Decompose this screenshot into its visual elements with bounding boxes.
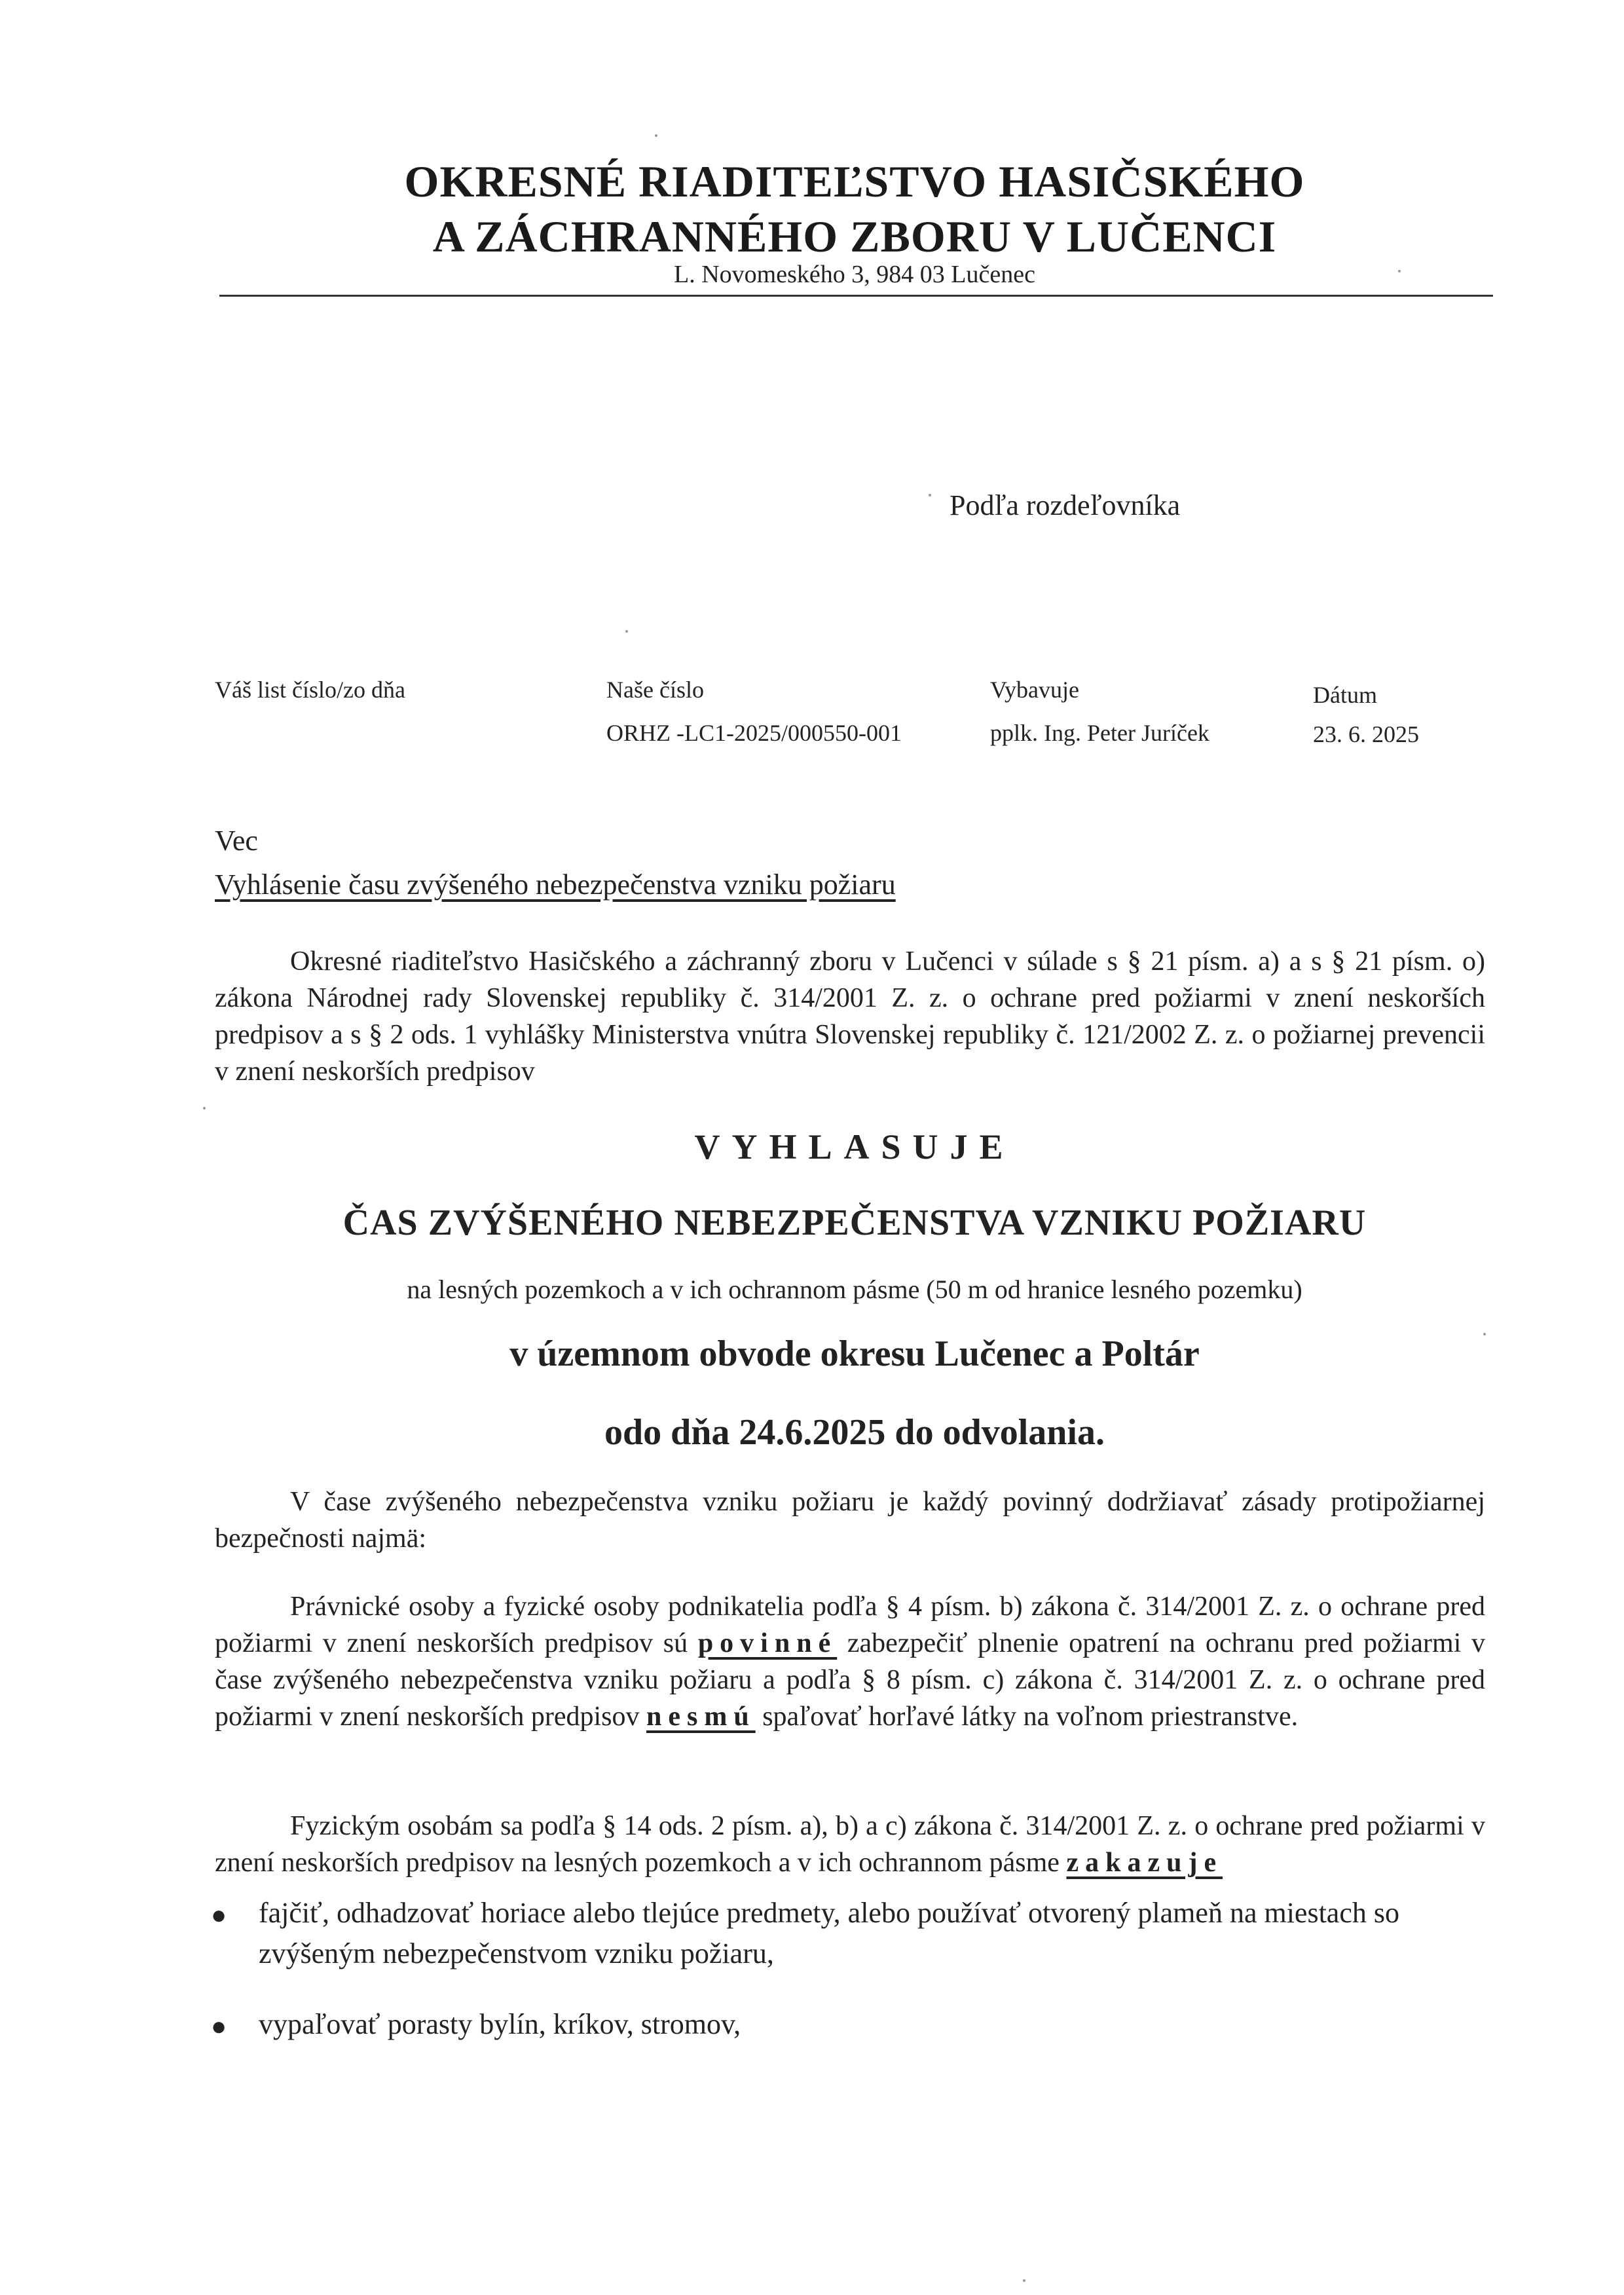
our-number-label: Naše číslo: [606, 677, 704, 703]
duty-paragraph: V čase zvýšeného nebezpečenstva vzniku požiaru je každý povinný dodržiavať zásady protipožiarnej bezpečnosti najmä:: [215, 1487, 1485, 1554]
keyword-povinne: povinné: [697, 1628, 838, 1658]
legal-persons-paragraph: [215, 1588, 1485, 1735]
bullet-item: vypaľovať porasty bylín, kríkov, stromov,: [259, 2008, 741, 2040]
scan-speck: [929, 494, 931, 496]
bullet-icon: ●: [211, 1900, 227, 1930]
natural-persons-paragraph: [215, 1808, 1485, 1881]
header-rule: [219, 295, 1493, 297]
header-title-line2: A ZÁCHRANNÉHO ZBORU V LUČENCI: [432, 212, 1277, 261]
intro-paragraph: Okresné riaditeľstvo Hasičského a záchranný zboru v Lučenci v súlade s § 21 písm. a) a s § 21 písm. o) zákona Národnej rady Slovenskej republiky č. 314/2001 Z. z. o ochrane pred požiarmi v znení neskorších predpisov a s § 2 ods. 1 vyhlášky Ministerstva vnútra Slovenskej republiky č. 121/2002 Z. z. o požiarnej prevencii v znení neskorších predpisov: [215, 946, 1485, 1087]
bullet-icon: ●: [211, 2011, 227, 2041]
scan-speck: [203, 1107, 206, 1110]
scan-speck: [625, 630, 628, 633]
keyword-zakazuje: zakazuje: [1066, 1848, 1223, 1878]
handled-by-label: Vybavuje: [990, 677, 1079, 703]
period-line: odo dňa 24.6.2025 do odvolania.: [604, 1412, 1105, 1453]
natural-text-a: Fyzickým osobám sa podľa § 14 ods. 2 písm. a), b) a c) zákona č. 314/2001 Z. z. o ochrane pred požiarmi v znení neskorších predpisov na lesných pozemkoch a v ich ochrannom pásme: [215, 1811, 1485, 1878]
territory-line: v územnom obvode okresu Lučenec a Poltár: [509, 1334, 1200, 1374]
bullet-item: fajčiť, odhadzovať horiace alebo tlejúce predmety, alebo používať otvorený plameň na miestach so zvýšeným nebezpečenstvom vzniku požiaru,: [259, 1897, 1399, 1969]
our-number-value: ORHZ -LC1-2025/000550-001: [606, 720, 902, 746]
handled-by-value: pplk. Ing. Peter Juríček: [990, 720, 1209, 746]
legal-text-b: zabezpečiť plnenie opatrení na ochranu pred požiarmi v čase zvýšeného nebezpečenstva vzniku požiaru a podľa § 8 písm. c) zákona č. 314/2001 Z. z. o ochrane pred požiarmi v znení neskorších predpisov: [215, 1628, 1486, 1732]
header-title-line1: OKRESNÉ RIADITEĽSTVO HASIČSKÉHO: [404, 157, 1305, 206]
scan-speck: [1023, 2279, 1025, 2282]
scope-line: na lesných pozemkoch a v ich ochrannom pásme (50 m od hranice lesného pozemku): [407, 1275, 1302, 1304]
scan-speck: [655, 134, 657, 137]
subject-label: Vec: [215, 825, 258, 857]
recipient: Podľa rozdeľovníka: [950, 489, 1181, 521]
subject-text: Vyhlásenie času zvýšeného nebezpečenstva vzniku požiaru: [215, 868, 896, 901]
your-letter-label: Váš list číslo/zo dňa: [215, 677, 405, 703]
declares-heading: VYHLASUJE: [694, 1127, 1015, 1166]
declaration-heading: ČAS ZVÝŠENÉHO NEBEZPEČENSTVA VZNIKU POŽIARU: [342, 1203, 1367, 1243]
keyword-nesmu: nesmú: [646, 1702, 756, 1732]
date-label: Dátum: [1313, 682, 1377, 708]
legal-text-c: spaľovať horľavé látky na voľnom priestranstve.: [762, 1702, 1299, 1732]
legal-text-a: Právnické osoby a fyzické osoby podnikatelia podľa § 4 písm. b) zákona č. 314/2001 Z. z. o ochrane pred požiarmi v znení neskorších predpisov sú: [215, 1592, 1485, 1658]
header-address: L. Novomeského 3, 984 03 Lučenec: [674, 261, 1035, 288]
date-value: 23. 6. 2025: [1313, 721, 1419, 747]
